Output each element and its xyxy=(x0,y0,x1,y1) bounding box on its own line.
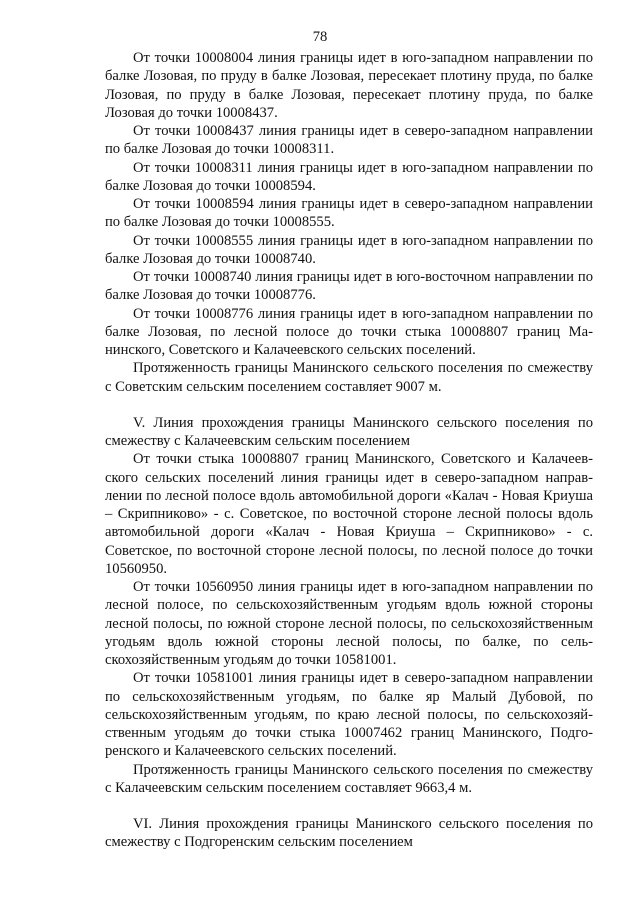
section-heading: VI. Линия прохождения границы Манинского сельского поселения по смежеству с Подгоренским сельским поселением xyxy=(105,816,593,851)
section-heading: V. Линия прохождения границы Манинского сельского поселения по смежеству с Калачеевским сельским поселением xyxy=(105,414,593,449)
paragraph: От точки 10008437 линия границы идет в северо-западном направлении по балке Лозовая до точки 10008311. xyxy=(105,123,593,158)
paragraph: От точки 10008311 линия границы идет в юго-западном направлении по балке Лозовая до точки 10008594. xyxy=(105,159,593,194)
document-body xyxy=(105,49,593,852)
paragraph: От точки 10008740 линия границы идет в юго-восточном направлении по балке Лозовая до точки 10008776. xyxy=(105,269,593,304)
paragraph: Протяженность границы Манинского сельского поселения по смежеству с Калачеевским сельским поселением составляет 9663,4 м. xyxy=(105,761,593,796)
paragraph: От точки 10581001 линия границы идет в северо-западном направлении по сельскохозяйственным угодьям, по балке яр Малый Дубовой, по сельскохозяйственным угодьям, по краю лесной полосы, по сельскохозяйственным угодьям до точки стыка 10007462 границ Манинского, Подгоренского и Калачеевского сельских поселений. xyxy=(105,670,593,760)
paragraph: От точки 10560950 линия границы идет в юго-западном направлении по лесной полосе, по сельскохозяйственным угодьям вдоль южной стороны лесной полосы, по южной стороне лесной полосы, по сельскохозяйственным угодьям вдоль южной стороны лесной полосы, по балке, по сельскохозяйственным угодьям до точки 10581001. xyxy=(105,579,593,668)
paragraph: От точки 10008776 линия границы идет в юго-западном направлении по балке Лозовая, по лесной полосе до точки стыка 10008807 границ Манинского, Советского и Калачеевского сельских поселений. xyxy=(105,305,593,358)
paragraph: От точки 10008555 линия границы идет в юго-западном направлении по балке Лозовая до точки 10008740. xyxy=(105,232,593,267)
paragraph: От точки стыка 10008807 границ Манинского, Советского и Калачеевского сельских поселений линия границы идет в северо-западном направлении по лесной полосе вдоль автомобильной дороги «Калач - Новая Криуша – Скрипниково» - с. Советское, по восточной стороне лесной полосы вдоль автомобильной дороги «Калач - Новая Криуша – Скрипниково» - с. Советское, по восточной стороне лесной полосы, по лесной полосе до точки 10560950. xyxy=(105,451,593,577)
paragraph: От точки 10008004 линия границы идет в юго-западном направлении по балке Лозовая, по пруду в балке Лозовая, пересекает плотину пруда, по балке Лозовая, по пруду в балке Лозовая, пересекает плотину пруда, по балке Лозовая до точки 10008437. xyxy=(105,50,593,121)
paragraph: От точки 10008594 линия границы идет в северо-западном направлении по балке Лозовая до точки 10008555. xyxy=(105,196,593,231)
paragraph: Протяженность границы Манинского сельского поселения по смежеству с Советским сельским поселением составляет 9007 м. xyxy=(105,360,593,395)
page-number: 78 xyxy=(312,29,328,45)
